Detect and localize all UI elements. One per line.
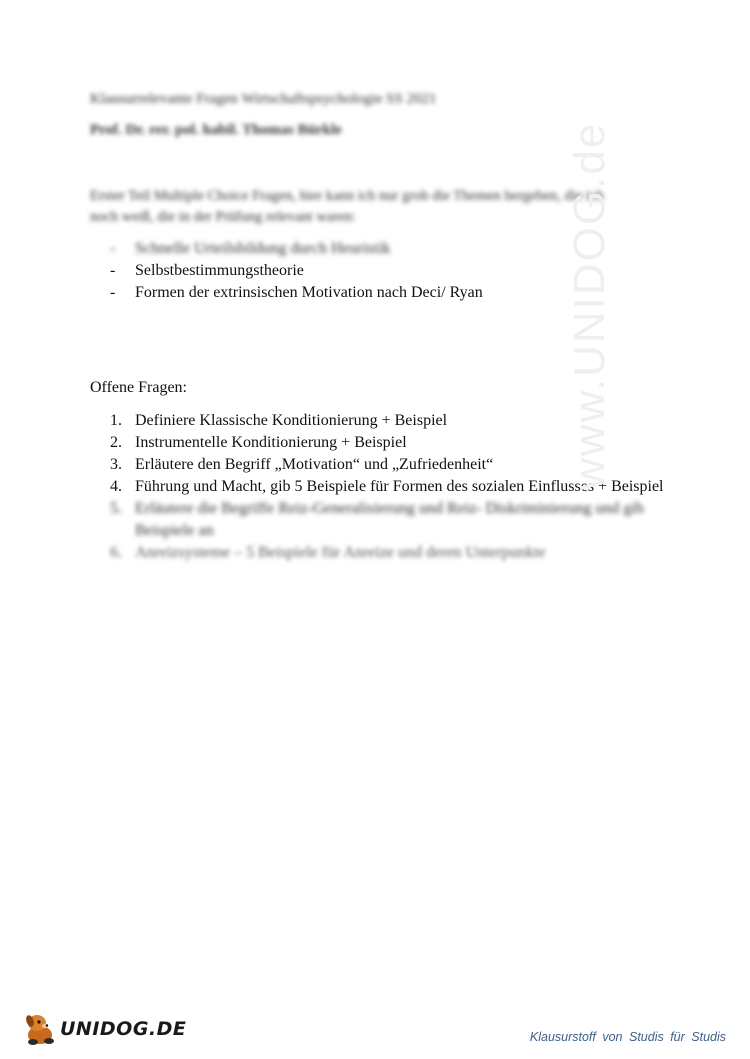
question-number: 6. (110, 544, 122, 561)
topic-text: Selbstbestimmungstheorie (135, 262, 304, 279)
question-text: Führung und Macht, gib 5 Beispiele für Formen des sozialen Einflusses + Beispiel (135, 478, 664, 495)
topic-list (110, 240, 483, 306)
intro-paragraph: Erster Teil Multiple Choice Fragen, hier kann ich nur grob die Themen hergeben, die ich noch weiß, die in der Prüfung relevant waren: (90, 188, 604, 225)
question-text: Erläutere die Begriffe Reiz-Generalisierung und Reiz- Diskriminierung und gib Beispiele an (135, 500, 644, 539)
watermark: www.UNIDOG.de (565, 121, 614, 490)
question-text: Erläutere den Begriff „Motivation“ und „Zufriedenheit“ (135, 456, 494, 473)
question-text: Definiere Klassische Konditionierung + Beispiel (135, 412, 448, 429)
question-number: 5. (110, 500, 122, 517)
topic-text: Formen der extrinsischen Motivation nach Deci/ Ryan (135, 284, 483, 301)
question-text: Instrumentelle Konditionierung + Beispiel (135, 434, 407, 451)
question-number: 1. (110, 412, 122, 429)
open-questions-heading: Offene Fragen: (90, 379, 187, 396)
document-title: Klausurrelevante Fragen Wirtschaftspsychologie SS 2021 (90, 91, 437, 107)
question-number: 4. (110, 478, 122, 495)
topic-text: Schnelle Urteilsbildung durch Heuristik (135, 240, 391, 257)
document-subtitle: Prof. Dr. rer. pol. habil. Thomas Bürkle (90, 122, 342, 138)
dog-icon (22, 1011, 58, 1047)
list-item (110, 542, 670, 564)
logo (22, 1011, 186, 1047)
question-text: Anreizsysteme – 5 Beispiele für Anreize und deren Unterpunkte (135, 544, 546, 561)
logo-text: UNIDOG.DE (60, 1018, 187, 1040)
list-item (110, 498, 670, 542)
list-item: - Formen der extrinsischen Motivation nach Deci/ Ryan (110, 284, 483, 306)
footer-slogan: Klausurstoff von Studis für Studis (529, 1030, 726, 1044)
question-number: 3. (110, 456, 122, 473)
question-number: 2. (110, 434, 122, 451)
list-item: - Selbstbestimmungstheorie (110, 262, 483, 284)
list-item: - Schnelle Urteilsbildung durch Heuristik (110, 240, 483, 262)
